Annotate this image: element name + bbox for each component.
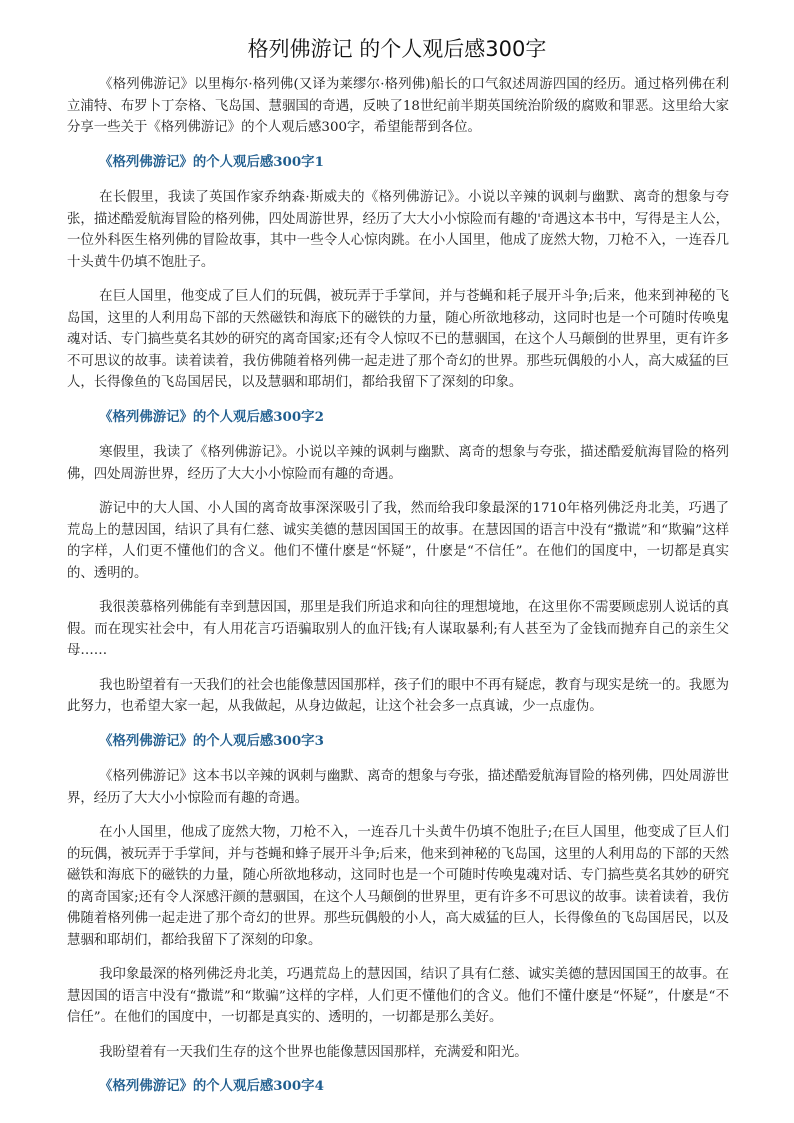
section-heading: 《格列佛游记》的个人观后感300字1 (99, 153, 324, 170)
paragraph: 在小人国里，他成了庞然大物，刀枪不入，一连吞几十头黄牛仍填不饱肚子;在巨人国里，他变成了巨人们的玩偶，被玩弄于手掌间，并与苍蝇和蜂子展开斗争;后来，他来到神秘的飞岛国，这里的人利用岛的下部的天然磁铁和海底下的磁铁的力量，随心所欲地移动，这同时也是一个可随时传唤鬼魂对话、专门搞些莫名其妙的研究的离奇国家;还有令人深感汗颜的慧骃国，在这个人马颠倒的世界里，更有许多不可思议的故事。读着读着，我仿佛随着格列佛一起走进了那个奇幻的世界。那些玩偶般的小人，高大威猛的巨人，长得像鱼的飞岛国居民，以及慧骃和耶胡们，都给我留下了深刻的印象。 (67, 825, 729, 948)
paragraph: 在巨人国里，他变成了巨人们的玩偶，被玩弄于手掌间，并与苍蝇和耗子展开斗争;后来，他来到神秘的飞岛国，这里的人利用岛下部的天然磁铁和海底下的磁铁的力量，随心所欲地移动，这同时也是一个可随时传唤鬼魂对话、专门搞些莫名其妙的研究的离奇国家;还有令人惊叹不已的慧骃国，在这个人马颠倒的世界里，更有许多不可思议的故事。读着读着，我仿佛随着格列佛一起走进了那个奇幻的世界。那些玩偶般的小人，高大威猛的巨人，长得像鱼的飞岛国居民，以及慧骃和耶胡们，都给我留下了深刻的印象。 (67, 289, 729, 390)
section-heading: 《格列佛游记》的个人观后感300字4 (99, 1078, 324, 1094)
section-heading: 《格列佛游记》的个人观后感300字3 (99, 732, 324, 749)
paragraph: 我也盼望着有一天我们的社会也能像慧因国那样，孩子们的眼中不再有疑虑，教育与现实是统一的。我愿为此努力，也希望大家一起，从我做起，从身边做起，让这个社会多一点真诚，少一点虚伪。 (67, 677, 729, 714)
paragraph: 《格列佛游记》以里梅尔·格列佛(又译为莱缪尔·格列佛)船长的口气叙述周游四国的经历。通过格列佛在利立浦特、布罗卜丁奈格、飞岛国、慧骃国的奇遇，反映了18世纪前半期英国统治阶级的腐败和罪恶。这里给大家分享一些关于《格列佛游记》的个人观后感300字，希望能帮到各位。 (67, 77, 729, 135)
paragraph: 寒假里，我读了《格列佛游记》。小说以辛辣的讽刺与幽默、离奇的想象与夸张，描述酷爱航海冒险的格列佛，四处周游世界，经历了大大小小惊险而有趣的奇遇。 (67, 445, 729, 482)
paragraph: 我盼望着有一天我们生存的这个世界也能像慧因国那样，充满爱和阳光。 (99, 1044, 528, 1060)
paragraph: 我印象最深的格列佛泛舟北美，巧遇荒岛上的慧因国，结识了具有仁慈、诚实美德的慧因国国王的故事。在慧因国的语言中没有“撒谎”和“欺骗”这样的字样，人们更不懂他们的含义。他们不懂什麽是“怀疑”，什麽是“不信任”。在他们的国度中，一切都是真实的、透明的，一切都是那么美好。 (67, 967, 729, 1025)
document-body (67, 74, 729, 1112)
paragraph: 在长假里，我读了英国作家乔纳森·斯威夫的《格列佛游记》。小说以辛辣的讽刺与幽默、离奇的想象与夸张，描述酷爱航海冒险的格列佛，四处周游世界，经历了大大小小惊险而有趣的'奇遇这本书中，写得是主人公，一位外科医生格列佛的冒险故事，其中一些令人心惊肉跳。在小人国里，他成了庞然大物，刀枪不入，一连吞几十头黄牛仍填不饱肚子。 (67, 190, 729, 270)
paragraph: 游记中的大人国、小人国的离奇故事深深吸引了我，然而给我印象最深的1710年格列佛泛舟北美，巧遇了荒岛上的慧因国，结识了具有仁慈、诚实美德的慧因国国王的故事。在慧因国的语言中没有“撒谎”和“欺骗”这样的字样，人们更不懂他们的含义。他们不懂什麽是“怀疑”，什麽是“不信任”。在他们的国度中，一切都是真实的、透明的。 (67, 501, 729, 581)
paragraph: 我很羡慕格列佛能有幸到慧因国，那里是我们所追求和向往的理想境地，在这里你不需要顾虑别人说话的真假。而在现实社会中，有人用花言巧语骗取别人的血汗钱;有人谋取暴利;有人甚至为了金钱而抛弃自己的亲生父母…… (67, 600, 729, 658)
section-heading: 《格列佛游记》的个人观后感300字2 (99, 408, 324, 425)
paragraph: 《格列佛游记》这本书以辛辣的讽刺与幽默、离奇的想象与夸张，描述酷爱航海冒险的格列佛，四处周游世界，经历了大大小小惊险而有趣的奇遇。 (67, 769, 729, 806)
page-title: 格列佛游记 的个人观后感300字 (247, 37, 547, 61)
